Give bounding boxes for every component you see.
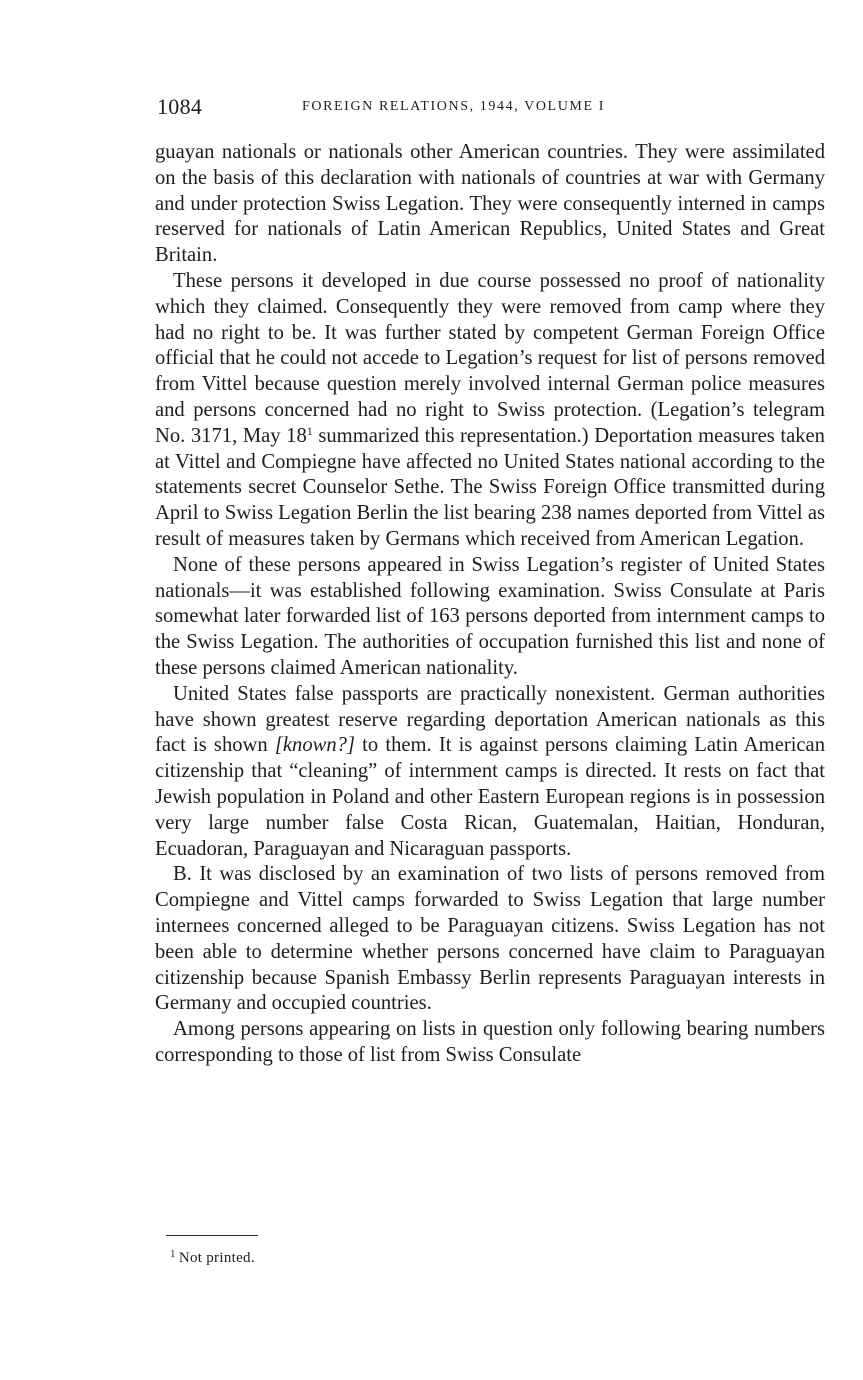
running-head-title: FOREIGN RELATIONS, 1944, VOLUME I [302, 99, 605, 114]
body-text [155, 140, 825, 1069]
footnote [170, 1248, 255, 1267]
paragraph-text: United States false passports are practically nonexistent. German authorities have shown greatest reserve regarding deportation American nationals as this fact is shown [155, 682, 825, 757]
paragraph-nationality-proof [155, 269, 825, 553]
paragraph-lists: Among persons appearing on lists in question only following bearing numbers corresponding to those of list from Swiss Consulate [155, 1018, 825, 1066]
paragraph-text: These persons it developed in due course possessed no proof of nationality which they claimed. Consequently they were removed from camp where they had no right to be. It was further stated by competent German Foreign Office official that he could not accede to Legation’s request for list of persons removed from Vittel because question merely involved internal German police measures and persons concerned had no right to Swiss protection. (Legation’s telegram No. 3171, May 18 [155, 269, 825, 447]
paragraph-section-b: B. It was disclosed by an examination of two lists of persons removed from Compiegne and Vittel camps forwarded to Swiss Legation that large number internees concerned alleged to be Paraguayan citizens. Swiss Legation has not been able to determine whether persons concerned have claim to Paraguayan citizenship because Spanish Embassy Berlin represents Paraguayan interests in Germany and occupied countries. [155, 863, 825, 1015]
footnote-reference: 1 [306, 423, 313, 438]
page-number: 1084 [157, 94, 203, 119]
paragraph-text: to them. It is against persons claiming Latin American citizenship that “cleaning” of internment camps is directed. It rests on fact that Jewish population in Poland and other Eastern European regions is in possession very large number false Costa Rican, Guatemalan, Haitian, Honduran, Ecuadoran, Paraguayan and Nicaraguan passports. [155, 734, 825, 860]
paragraph-continuation: guayan nationals or nationals other American countries. They were assimilated on the basis of this declaration with nationals of countries at war with Germany and under protection Swiss Legation. They were consequently interned in camps reserved for nationals of Latin American Republics, United States and Great Britain. [155, 141, 825, 267]
footnote-mark: 1 [170, 1248, 176, 1260]
paragraph-false-passports [155, 682, 825, 863]
footnote-divider [166, 1235, 258, 1236]
paragraph-register: None of these persons appeared in Swiss Legation’s register of United States nationals—it was established following examination. Swiss Consulate at Paris somewhat later forwarded list of 163 persons deported from internment camps to the Swiss Legation. The authorities of occupation furnished this list and none of these persons claimed American nationality. [155, 553, 825, 679]
paragraph-text: summarized this representation.) Deportation measures taken at Vittel and Compiegne have affected no United States national according to the statements secret Counselor Sethe. The Swiss Foreign Office transmitted during April to Swiss Legation Berlin the list bearing 238 names deported from Vittel as result of measures taken by Germans which received from American Legation. [155, 424, 825, 550]
editorial-insertion: [known?] [274, 734, 355, 757]
running-head [157, 94, 827, 120]
footnote-text: Not printed. [178, 1250, 255, 1266]
